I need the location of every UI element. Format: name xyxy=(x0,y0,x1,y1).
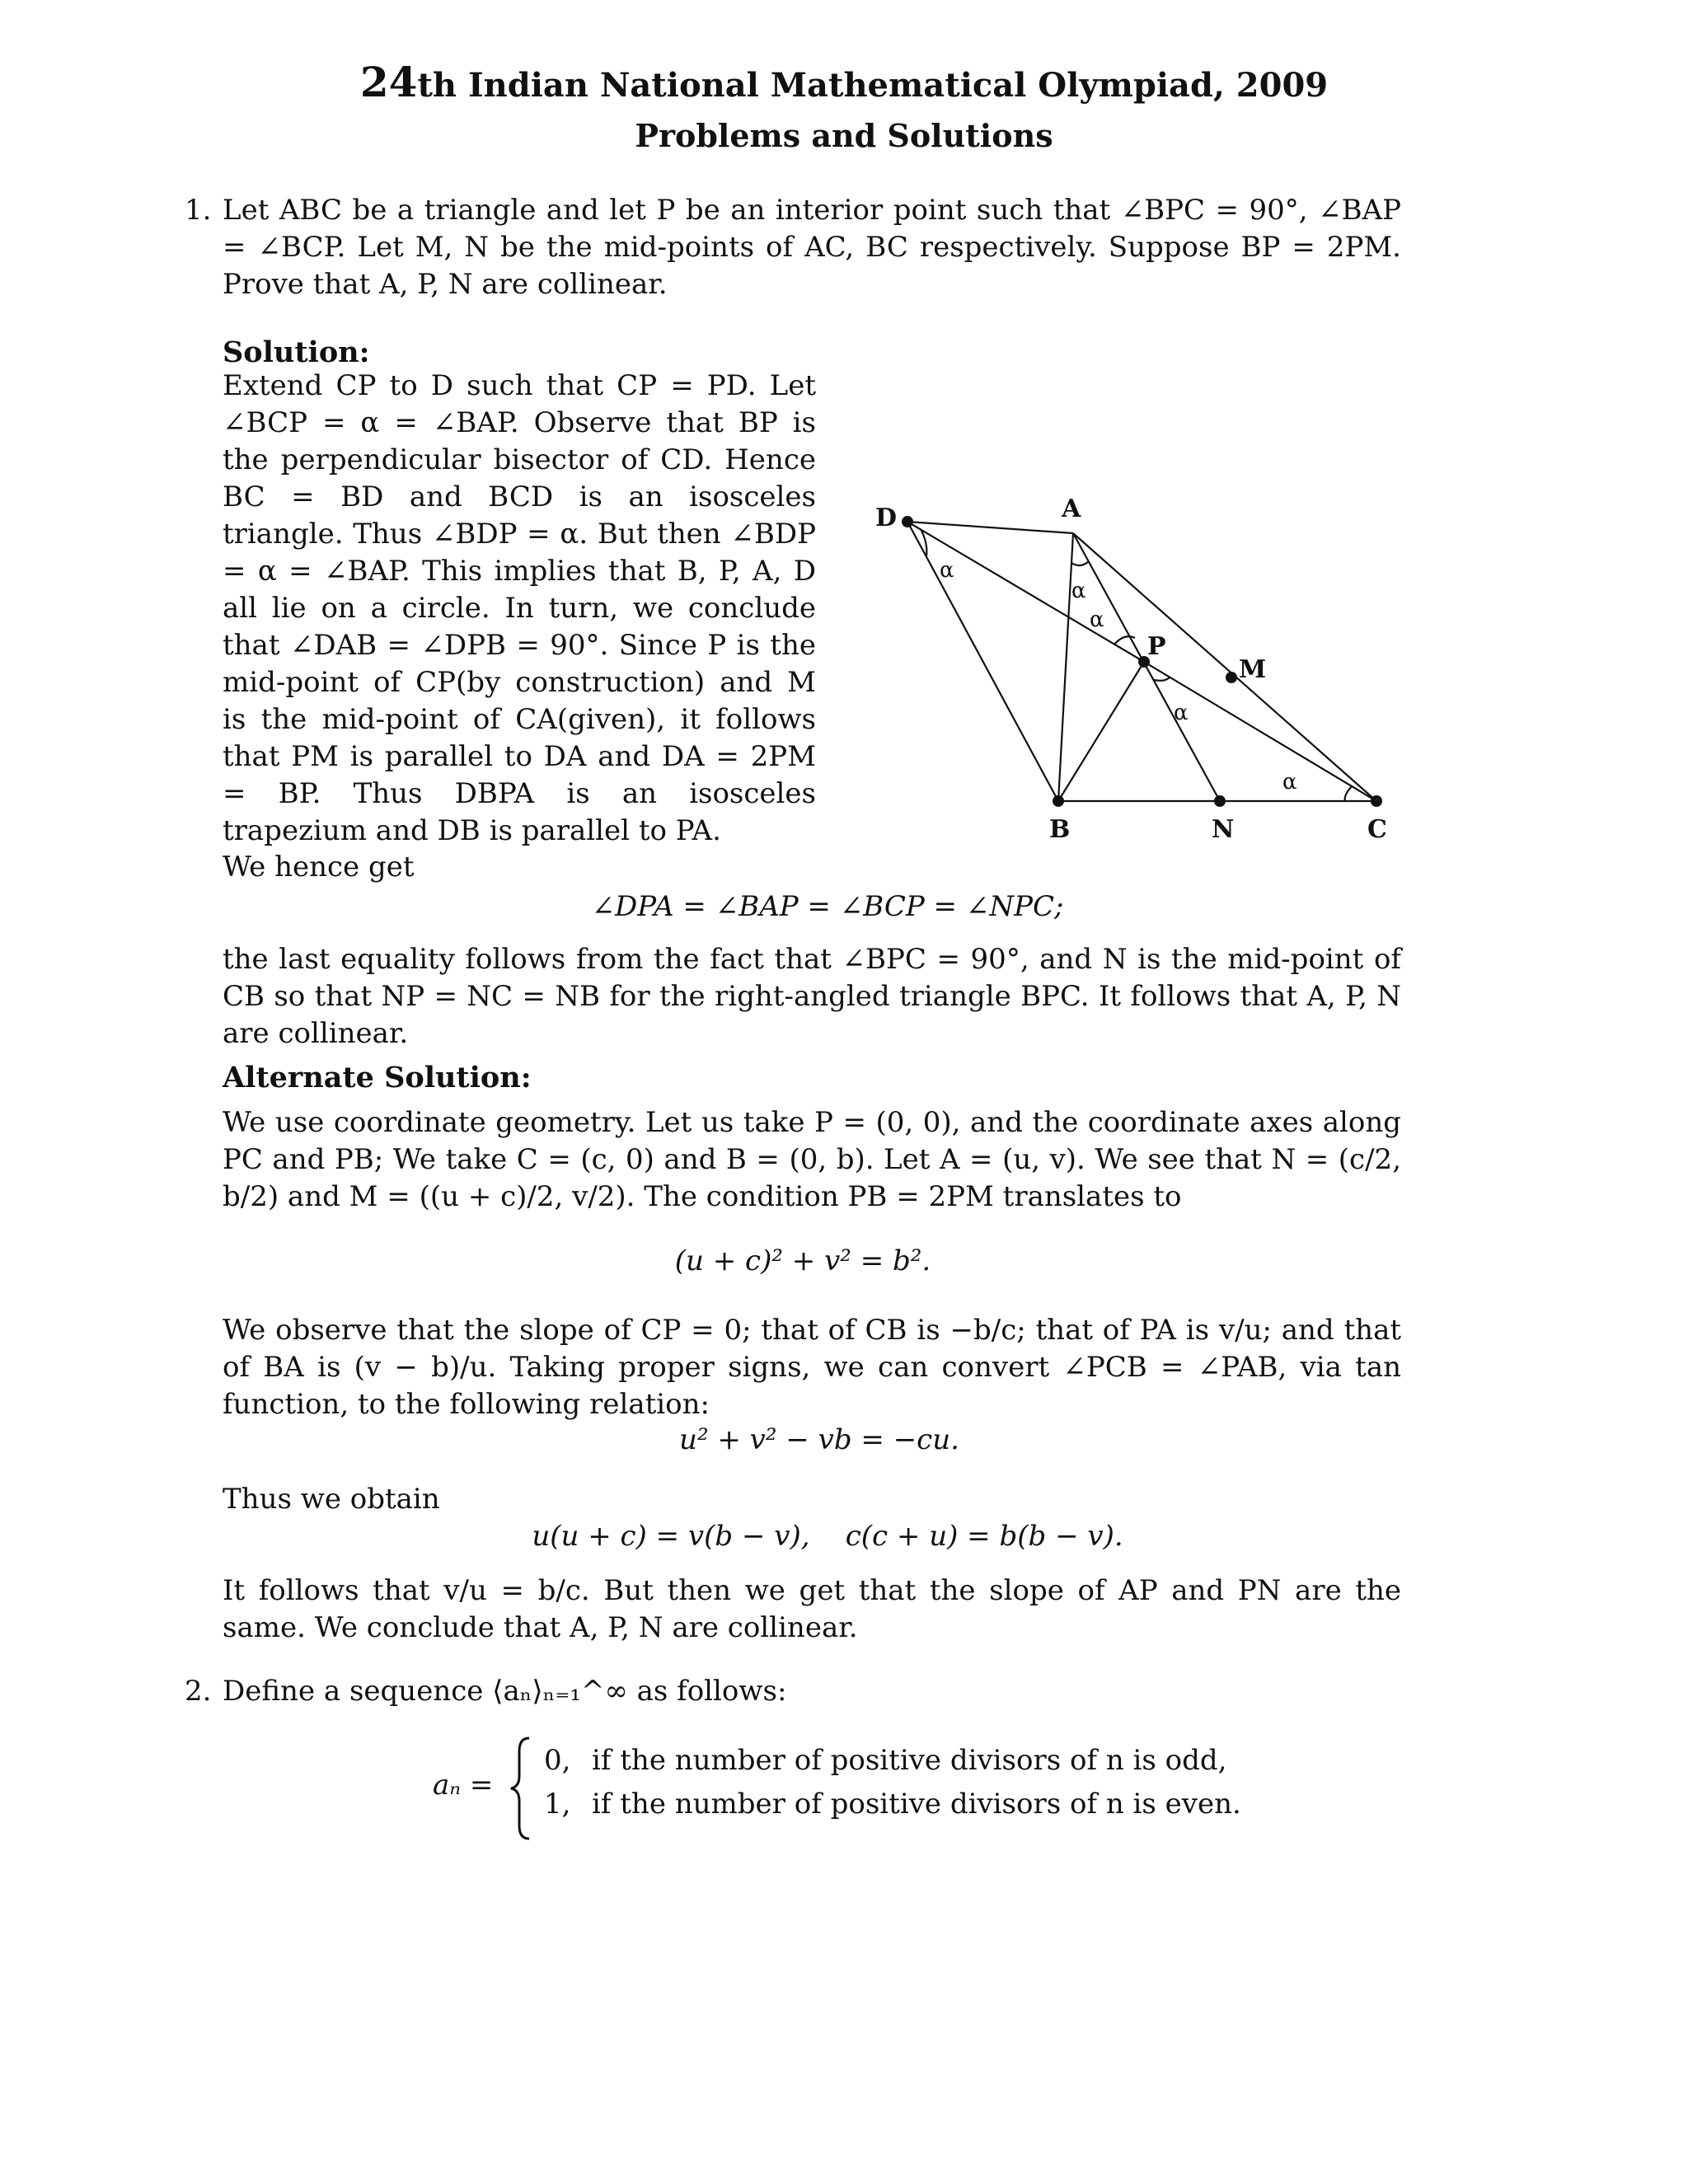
problem-2-statement: Define a sequence ⟨aₙ⟩ₙ₌₁^∞ as follows: xyxy=(223,1675,787,1708)
segment-AC xyxy=(1073,533,1376,801)
alpha-label-C: α xyxy=(1282,770,1297,794)
case-1-value: 0, xyxy=(544,1744,571,1777)
angle-arc-C xyxy=(1345,786,1352,801)
piecewise-brace xyxy=(504,1735,537,1842)
alternate-para-1: We use coordinate geometry. Let us take P = (0, 0), and the coordinate axes along PC and PB; We take C = (c, 0) and B = (0, b). Let A = (u, v). We see that N = (c/2, b/2) and M = ((u + c)/2, v/2). The condition PB = 2PM translates to xyxy=(223,1106,1401,1213)
segment-AN xyxy=(1073,533,1220,801)
piecewise-lhs: aₙ = xyxy=(433,1769,494,1802)
problem-2-number: 2. xyxy=(185,1675,212,1708)
label-A: A xyxy=(1062,494,1081,523)
alternate-para-2: We observe that the slope of CP = 0; that of CB is −b/c; that of PA is v/u; and that of BA is (v − b)/u. Taking proper signs, we can convert ∠PCB = ∠PAB, via tan function, to the following relation: xyxy=(223,1314,1401,1421)
case-2-value: 1, xyxy=(544,1788,571,1821)
solution-equation: ∠DPA = ∠BAP = ∠BCP = ∠NPC; xyxy=(591,890,1064,923)
alternate-thus: Thus we obtain xyxy=(223,1483,440,1516)
alternate-equation-1: (u + c)² + v² = b². xyxy=(674,1244,931,1277)
label-C: C xyxy=(1367,815,1387,844)
angle-arc-A xyxy=(1071,561,1089,565)
title-number: 24 xyxy=(359,58,418,106)
solution-we-hence-get: We hence get xyxy=(223,851,415,883)
angle-arc-P-lower xyxy=(1154,677,1170,681)
alternate-para-3: It follows that v/u = b/c. But then we get that the slope of AP and PN are the same. We conclude that A, P, N are collinear. xyxy=(223,1574,1401,1644)
alpha-label-A: α xyxy=(1071,579,1086,603)
point-D xyxy=(902,516,913,527)
alpha-label-P-upper: α xyxy=(1090,607,1104,632)
point-C xyxy=(1371,795,1382,807)
label-P: P xyxy=(1147,632,1166,661)
alpha-label-D: α xyxy=(940,558,954,583)
point-M xyxy=(1226,672,1237,683)
solution-text: Extend CP to D such that CP = PD. Let ∠BCP = α = ∠BAP. Observe that BP is the perpendicular bisector of CD. Hence BC = BD and BCD is an isosceles triangle. Thus ∠BDP = α. But then ∠BDP = α = ∠BAP. This implies that B, P, A, D all lie on a circle. In turn, we conclude that ∠DAB = ∠DPB = 90°. Since P is the mid-point of CP(by construction) and M is the mid-point of CA(given), it follows that PM is parallel to DA and DA = 2PM = BP. Thus DBPA is an isosceles trapezium and DB is parallel to PA. xyxy=(223,369,816,847)
page-subtitle: Problems and Solutions xyxy=(635,117,1053,154)
geometry-figure xyxy=(857,490,1401,845)
segment-DB xyxy=(907,522,1058,801)
page-title xyxy=(0,58,1688,106)
case-2-condition: if the number of positive divisors of n is even. xyxy=(592,1788,1241,1821)
alternate-equation-3: u(u + c) = v(b − v), c(c + u) = b(b − v). xyxy=(532,1520,1123,1553)
label-N: N xyxy=(1212,815,1235,844)
label-M: M xyxy=(1239,655,1267,684)
solution-conclusion: the last equality follows from the fact that ∠BPC = 90°, and N is the mid-point of CB so that NP = NC = NB for the right-angled triangle BPC. It follows that A, P, N are collinear. xyxy=(223,943,1401,1050)
case-1-condition: if the number of positive divisors of n is odd, xyxy=(592,1744,1227,1777)
segment-DP xyxy=(907,522,1144,662)
problem-1-number: 1. xyxy=(185,194,212,227)
alternate-equation-2: u² + v² − vb = −cu. xyxy=(679,1423,959,1456)
segment-PB xyxy=(1058,662,1144,801)
title-text: th Indian National Mathematical Olympiad, 2009 xyxy=(417,66,1329,105)
problem-1-statement: Let ABC be a triangle and let P be an interior point such that ∠BPC = 90°, ∠BAP = ∠BCP. Let M, N be the mid-points of AC, BC respectively. Suppose BP = 2PM. Prove that A, P, N are collinear. xyxy=(223,194,1401,301)
alpha-label-P-lower: α xyxy=(1174,701,1189,725)
alternate-heading: Alternate Solution: xyxy=(223,1061,532,1094)
point-N xyxy=(1214,795,1226,807)
segment-DA xyxy=(907,522,1073,533)
label-B: B xyxy=(1049,815,1071,844)
label-D: D xyxy=(875,504,898,532)
segment-AB xyxy=(1058,533,1073,801)
point-B xyxy=(1053,795,1064,807)
solution-heading: Solution: xyxy=(223,335,370,369)
